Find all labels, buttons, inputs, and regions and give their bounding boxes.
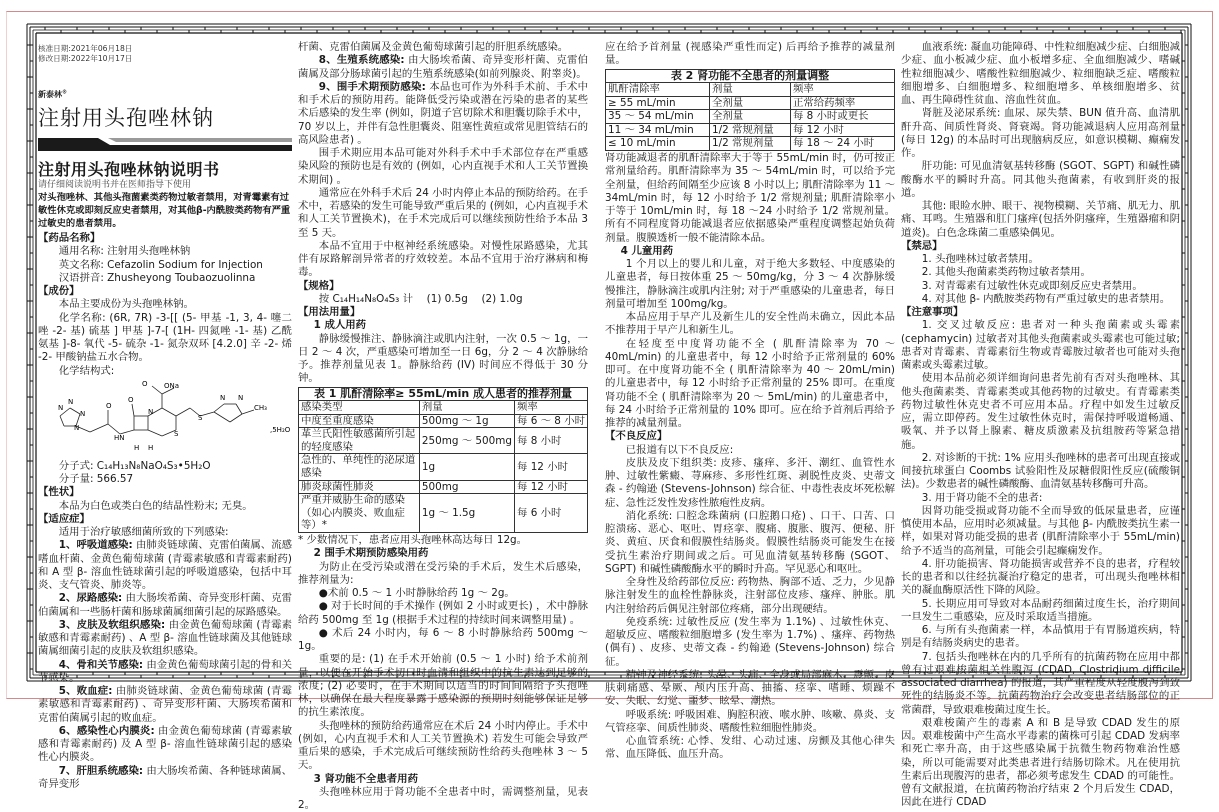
table1-row — [299, 454, 588, 480]
contraindication-warning: 对头孢唑林、其他头孢菌素类药物过敏者禁用，对青霉素有过敏性休克或即刻反应史者禁用，对其他β-内酰胺类药物有严重过敏史的患者禁用。 — [38, 192, 291, 229]
paragraph: 围手术期应用本品可能对外科手术中手术部位存在严重感染风险的预防也是有效的 (例如，心内直视手术和人工关节置换术期间) 。 — [298, 147, 588, 186]
indication-text: 由大肠埃希菌、奇异变形杆菌、克雷伯菌属和一些肠杆菌和肠球菌属细菌引起的尿路感染。 — [38, 592, 292, 618]
paragraph: 分子量: 566.57 — [58, 473, 134, 485]
atom-label: H — [148, 443, 154, 452]
table1-row — [299, 428, 588, 454]
paragraph: 血液系统: 凝血功能障碍、中性粒细胞减少症、白细胞减少症、血小板减少症、血小板增多症、全血细胞减少、嗜碱性粒细胞减少、嗜酸性粒细胞减少、粒细胞缺乏症、嗜酸粒细胞增多、白细胞增多、粒细胞增多、单核细胞增多、贫血、再生障碍性贫血、溶血性贫血。 — [901, 41, 1180, 106]
bond-line — [176, 408, 190, 416]
subsection-heading: 4 儿童用药 — [620, 244, 674, 257]
paragraph: 适用于治疗敏感细菌所致的下列感染: — [58, 526, 229, 538]
table2-row — [606, 123, 895, 137]
table2-cell: 每 18 ～ 24 小时 — [790, 137, 894, 151]
paragraph: 免疫系统: 过敏性反应 (发生率为 1.1%) 、过敏性休克、超敏反应、嗜酸粒细胞增多 (发生率为 1.7%) 、瘙痒、药物热 (偶有) 、皮疹、史蒂文森 - 约翰逊 (Stevens-Johnson) 综合征。 — [605, 615, 895, 668]
section-heading: 【适应症】 — [38, 512, 90, 525]
paragraph: 6. 与所有头孢菌素一样，本品慎用于有胃肠道疾病，特别是有结肠炎病史的患者。 — [901, 624, 1180, 650]
table2-cell: 1/2 常规剂量 — [710, 137, 791, 151]
paragraph: 汉语拼音: Zhusheyong Toubaozuolinna — [58, 271, 256, 284]
table2-row — [606, 96, 895, 110]
paragraph: 艰难梭菌产生的毒素 A 和 B 是导致 CDAD 发生的原因。艰难梭菌中产生高水平毒素的菌株可引起 CDAD 发病率和死亡率升高，由于这些感染属于抗微生物药物难治性感染，所以可能需要对此类患者进行结肠切除术。凡在使用抗生素后出现腹泻的患者，都必须考虑发生 CDAD 的可能性。曾有文献报道，在抗菌药物治疗结束 2 个月后发生 CDAD，因此在进行 CDAD — [901, 716, 1180, 809]
bond-line — [162, 408, 176, 416]
indication-paragraph — [38, 659, 292, 686]
paragraph: 英文名称: Cefazolin Sodium for Injection — [58, 258, 263, 271]
paragraph: 已报道有以下不良反应: — [625, 443, 734, 456]
table1-title: 表 1 肌酐清除率≥ 55mL/min 成人患者的推荐剂量 — [298, 387, 588, 401]
bond-line — [242, 410, 254, 414]
atom-label: O — [142, 379, 148, 388]
indication-text: 本品也可作为外科手术前、手术中和手术后的预防用药。能降低受污染或潜在污染的患者的某些术后感染的发生率 (例如，阴道子宫切除术和胆囊切除手术中，70 岁以上，并伴有急性胆囊炎、阻塞性黄疸或常见胆管结石的高风险患者) 。 — [298, 80, 588, 146]
paragraph: 头孢唑林应用于肾功能不全患者中时，需调整剂量，见表 2。 — [298, 785, 588, 812]
indication-paragraph — [38, 592, 292, 619]
table2-row — [606, 137, 895, 151]
table1-cell: 500mg — [419, 480, 514, 494]
atom-label: N — [148, 407, 154, 416]
indication-paragraph — [38, 685, 292, 725]
table1-header-row — [299, 401, 588, 415]
table2-cell: 1/2 常规剂量 — [710, 123, 791, 137]
paragraph: 按 C₁₄H₁₄N₈O₄S₃ 计 (1) 0.5g (2) 1.0g — [318, 292, 523, 305]
table1-header-cell: 频率 — [515, 401, 588, 415]
indication-text: 由肺炎链球菌、金黄色葡萄球菌 (青霉素敏感和青霉素耐药) 、奇异变形杆菌、大肠埃希菌和克雷伯菌属引起的败血症。 — [38, 685, 292, 724]
section-heading: 【不良反应】 — [605, 430, 668, 443]
table1-cell: 严重并威胁生命的感染（如心内膜炎、败血症等）* — [299, 494, 420, 533]
indication-text: 由金黄色葡萄球菌引起的骨和关节感染。 — [38, 658, 292, 684]
table1-cell: 每 12 小时 — [515, 480, 588, 494]
bond-line — [108, 424, 120, 434]
paragraph: 头孢唑林的预防给药通常应在术后 24 小时内停止。手术中 (例如，心内直视手术和人工关节置换术) 若发生可能会导致严重后果的感染，手术完成后可继续预防性给药头孢唑林 3 ～ 5 天。 — [298, 719, 588, 772]
atom-label: HN — [114, 433, 125, 442]
table2-header-cell: 剂量 — [710, 83, 791, 97]
subsection-heading: 3 肾功能不全患者用药 — [313, 772, 418, 785]
table1-cell: 中度至重度感染 — [299, 414, 420, 428]
paragraph: 本品应用于早产儿及新生儿的安全性尚未确立，因此本品不推荐用于早产儿和新生儿。 — [605, 311, 895, 337]
indication-text: 由金黄色葡萄球菌 (青霉素敏感和青霉素耐药) 及 A 型 β- 溶血性链球菌引起的感染性心内膜炎。 — [38, 724, 292, 764]
table1-cell: 革兰氏阳性敏感菌所引起的轻度感染 — [299, 428, 420, 454]
section-heading: 【成份】 — [38, 285, 80, 297]
column-2 — [298, 41, 588, 812]
table2-cell: 正常给药频率 — [790, 96, 894, 110]
table2-cell: 35 ～ 54 mL/min — [606, 110, 710, 124]
paragraph: 精神及神经系统: 头晕、头痛、全身或局部麻木、震颤、皮肤刺痛感、晕厥、颅内压升高、抽搐、痉挛、嗜睡、烦躁不安、失眠、幻觉、噩梦、眩晕、潮热。 — [605, 668, 895, 708]
indication-heading: 6、感染性心内膜炎: — [58, 724, 155, 737]
table1-cell: 1g ～ 1.5g — [419, 494, 514, 533]
table2-cell: 每 12 小时 — [790, 123, 894, 137]
indication-heading: 9、围手术期预防感染: — [318, 80, 426, 93]
indication-paragraph — [298, 81, 588, 147]
table2-cell: 11 ～ 34 mL/min — [606, 123, 710, 137]
indication-heading: 2、尿路感染: — [58, 592, 123, 605]
atom-label: N — [58, 403, 64, 412]
table1-cell: 每 6 ～ 8 小时 — [515, 414, 588, 428]
table2-header-cell: 肌酐清除率 — [606, 83, 710, 97]
table1-cell: 肺炎球菌性肺炎 — [299, 480, 420, 494]
paragraph: 4. 对其他 β- 内酰胺类药物有严重过敏史的患者禁用。 — [921, 292, 1171, 305]
registered-mark: ® — [62, 89, 67, 96]
atom-label: S — [174, 429, 179, 438]
paragraph: 本品不宜用于中枢神经系统感染。对慢性尿路感染，尤其伴有尿路解剖异常者的疗效较差。本品不宜用于治疗淋病和梅毒。 — [298, 239, 588, 279]
section-heading: 【用法用量】 — [298, 306, 361, 318]
indication-paragraph — [38, 765, 292, 792]
table1-cell: 250mg ～ 500mg — [419, 428, 514, 454]
section-heading: 【注意事项】 — [901, 306, 964, 318]
indication-paragraph — [298, 54, 588, 81]
column-1 — [38, 232, 292, 791]
paragraph: ● 对于长时间的手术操作 (例如 2 小时或更长) ，术中静脉给药 500mg 至 1g (根据手术过程的持续时间来调整用量) 。 — [298, 600, 588, 626]
section-heading: 【性状】 — [38, 486, 80, 499]
column-4 — [901, 41, 1180, 810]
bond-line — [132, 404, 134, 416]
paragraph: 皮肤及皮下组织类: 皮疹、瘙痒、多汗、潮红、血管性水肿、过敏性紫癜、荨麻疹、多形性红斑、剥脱性皮炎、史蒂文森 - 约翰逊 (Stevens-Johnson) 综合征、中毒性表皮坏死松解症、急性泛发性发疹性脓疱性皮病。 — [605, 456, 895, 509]
paragraph: 1. 交叉过敏反应: 患者对一种头孢菌素或头霉素 (cephamycin) 过敏者对其他头孢菌素或头霉素也可能过敏; 患者对青霉素、青霉素衍生物或青霉胺过敏者也可能对头孢菌素或头霉素过敏。 — [901, 319, 1180, 371]
indication-paragraph — [38, 539, 292, 592]
revision-date: 修改日期:2022年10月17日 — [38, 54, 133, 63]
atom-label: N — [80, 409, 86, 418]
table1-header-cell: 剂量 — [419, 401, 514, 415]
bond-line — [214, 404, 224, 412]
paragraph: 2. 对诊断的干扰: 1% 应用头孢唑林的患者可出现直接或间接抗球蛋白 Coombs 试验阳性及尿糖假阳性反应(硫酸铜法)。少数患者的碱性磷酸酶、血清氨基转移酶可升高。 — [901, 451, 1180, 491]
indication-text: 由大肠埃希菌、各种链球菌属、奇异变形 — [38, 764, 292, 790]
paragraph: 通用名称: 注射用头孢唑林钠 — [58, 245, 191, 258]
subsection-heading: 1 成人用药 — [313, 319, 367, 332]
indication-heading: 4、骨和关节感染: — [58, 658, 144, 671]
section-heading: 【禁忌】 — [901, 239, 943, 252]
atom-label: CH₃ — [254, 403, 267, 412]
paragraph: 呼吸系统: 呼吸困难、胸腔积液、喉水肿、咳嗽、鼻炎、支气管痉挛、间质性肺炎、嗜酸性粒细胞性肺炎。 — [605, 708, 895, 734]
table1-cell: 每 12 小时 — [515, 454, 588, 480]
paragraph: * 少数情况下，患者应用头孢唑林高达每日 12g。 — [298, 534, 528, 547]
atom-label: N — [68, 397, 74, 406]
paragraph: 本品为白色或类白色的结晶性粉末; 无臭。 — [58, 499, 253, 512]
paragraph: 肾功能减退者的肌酐清除率大于等于 55mL/min 时，仍可按正常剂量给药。肌酐清除率为 35 ～ 54mL/min 时，可以给予完全剂量，但给药间隔至少应该 8 小时以上; 肌酐清除率为 11 ～ 34mL/min 时，每 12 小时给予 1/2 常规剂量; 肌酐清除率小于等于 10mL/min 时，每 18 ～24 小时给予 1/2 常规剂量。所有不同程度肾功能减退者应依据感染严重程度调整起始负荷剂量。腹膜透析一般不能清除本品。 — [605, 152, 895, 244]
paragraph: 7. 包括头孢唑林在内的几乎所有的抗菌药物在应用中都曾有过艰难梭菌相关性腹泻 (CDAD, Clostridium difficile associated diarrhea) 的报道，其严重程度从轻度腹泻到致死性的结肠炎不等。抗菌药物治疗会改变患者结肠部位的正常菌群，导致艰难梭菌过度生长。 — [901, 650, 1180, 716]
indication-heading: 8、生殖系统感染: — [318, 54, 405, 67]
paragraph: 静脉缓慢推注、静脉滴注或肌内注射，一次 0.5 ～ 1g，一日 2 ～ 4 次，严重感染可增加至一日 6g，分 2 ～ 4 次静脉给予。推荐剂量见表 1。静脉给药 (IV) 时间应不得低于 30 分钟。 — [298, 332, 588, 385]
table2-cell: ≥ 55 mL/min — [606, 96, 710, 110]
header-block — [38, 44, 292, 230]
indication-heading: 5、败血症: — [58, 685, 113, 697]
atom-label: N — [238, 393, 244, 402]
table2-header-cell: 频率 — [790, 83, 894, 97]
paragraph: 1 个月以上的婴儿和儿童，对于绝大多数轻、中度感染的儿童患者，每日按体重 25 ～ 50mg/kg，分 3 ～ 4 次静脉缓慢推注，静脉滴注或肌内注射; 对于严重感染的儿童患者，每日剂量可增加至 100mg/kg。 — [605, 258, 895, 310]
paragraph: 消化系统: 口腔念珠菌病 (口腔鹅口疮) 、口干、口苦、口腔溃疡、恶心、呕吐、胃痉挛、腹痛、腹胀、腹泻、便秘、肝炎、黄疸、厌食和假膜性结肠炎。假膜性结肠炎可能发生在接受抗生素治疗期间或之后。可见血清氨基转移酶 (SGOT、SGPT) 和碱性磷酸酶水平的瞬时升高。罕见恶心和呕吐。 — [605, 509, 895, 575]
table2-row — [606, 110, 895, 124]
usage-instruction: 请仔细阅读说明书并在医师指导下使用 — [38, 180, 192, 190]
indication-paragraph — [38, 619, 292, 659]
paragraph: 化学结构式: — [58, 364, 115, 377]
table1-row — [299, 414, 588, 428]
table2-header-row — [606, 83, 895, 97]
indication-heading: 3、皮肤及软组织感染: — [58, 618, 166, 631]
table2-cell: 全剂量 — [710, 96, 791, 110]
paragraph: 4. 肝功能损害、肾功能损害或营养不良的患者，疗程较长的患者和以往经抗凝治疗稳定的患者，可出现头孢唑林相关的凝血酶原活性下降的风险。 — [901, 557, 1180, 597]
bond-line — [148, 430, 162, 436]
bond-line — [214, 412, 230, 422]
paragraph: 3. 对青霉素有过敏性休克或即刻反应史者禁用。 — [921, 279, 1143, 292]
table2-cell: 全剂量 — [710, 110, 791, 124]
indication-paragraph — [38, 725, 292, 765]
product-title: 注射用头孢唑林钠 — [38, 106, 214, 130]
atom-label: O — [128, 395, 134, 404]
indication-heading: 7、肝胆系统感染: — [58, 764, 144, 777]
section-heading: 【规格】 — [298, 279, 340, 292]
paragraph: ●术前 0.5 ～ 1 小时静脉给药 1g ～ 2g。 — [318, 587, 515, 600]
paragraph: 心血管系统: 心悸、发绀、心动过速、房颤及其他心律失常、血压降低、血压升高。 — [605, 735, 895, 761]
table1-row — [299, 494, 588, 533]
paragraph: 2. 其他头孢菌素类药物过敏者禁用。 — [921, 266, 1091, 279]
paragraph: 杆菌、克雷伯菌属及金黄色葡萄球菌引起的肝胆系统感染。 — [298, 41, 569, 53]
column-3 — [605, 41, 895, 762]
table1-header-cell: 感染类型 — [299, 401, 420, 415]
paragraph: 其他: 眼睑水肿、眼干、视物模糊、关节痛、肌无力、肌痛、耳鸣。生殖器和肛门瘙痒(包括外阴瘙痒，生殖器瘤和阴道炎)。白色念珠菌二重感染偶见。 — [901, 200, 1180, 239]
brand-logo — [38, 89, 292, 100]
paragraph: 通常应在外科手术后 24 小时内停止本品的预防给药。在手术中，若感染的发生可能导致严重后果的 (例如，心内直视手术和人工关节置换术)，在手术完成后可以继续预防性给予本品 3 至 5 天。 — [298, 186, 588, 239]
paragraph: 在轻度至中度肾功能不全 ( 肌酐清除率为 70 ～ 40mL/min) 的儿童患者中，每 12 小时给予正常剂量的 60% 即可。在中度肾功能不全 ( 肌酐清除率为 40 ～ 20mL/min) 的儿童患者中，每 12 小时给予正常剂量的 25% 即可。在重度肾功能不全 ( 肌酐清除率为 20 ～ 5mL/min) 的儿童患者中，每 24 小时给予正常剂量的 10% 即可。应在给予首剂后再给予推荐的减量剂量。 — [605, 337, 895, 430]
paragraph: 应在给予首剂量 (视感染严重性而定) 后再给予推荐的减量剂量。 — [605, 41, 895, 67]
paragraph: 1. 头孢唑林过敏者禁用。 — [921, 253, 1039, 265]
table2-table — [605, 69, 895, 152]
subsection-heading: 2 围手术期预防感染用药 — [313, 547, 429, 560]
bond-line — [60, 416, 64, 426]
table2-cell: ≤ 10 mL/min — [606, 137, 710, 151]
paragraph: 为防止在受污染或潜在受污染的手术后，发生术后感染，推荐剂量为: — [298, 560, 588, 586]
bond-line — [236, 404, 242, 414]
bond-line — [230, 414, 242, 422]
paragraph: 重要的是: (1) 在手术开始前 (0.5 ～ 1 小时) 给予术前剂量，以便在开始手术切口时血清和组织中的抗生素达到足够的浓度; (2) 必要时，在手术期间以适当的时间间隔给予头孢唑林，以确保在最大程度暴露于感染源的预期时刻能够保证足够的抗生素浓度。 — [298, 653, 588, 719]
bond-line — [70, 408, 80, 414]
table1-cell: 每 8 小时 — [515, 428, 588, 454]
table1-table — [298, 387, 588, 534]
indication-heading: 1、呼吸道感染: — [58, 539, 133, 552]
brand-name: 新泰林 — [38, 90, 62, 99]
atom-label: ,5H₂O — [270, 425, 291, 434]
indication-text: 由肺炎链球菌、克雷伯菌属、流感嗜血杆菌、金黄色葡萄球菌 (青霉素敏感和青霉素耐药) 和 A 型 β- 溶血性链球菌引起的呼吸道感染，包括中耳炎、支气管炎、肺炎等。 — [38, 539, 292, 591]
paragraph: ● 术后 24 小时内，每 6 ～ 8 小时静脉给药 500mg ～ 1g。 — [298, 626, 588, 653]
chemical-structure-diagram — [48, 379, 291, 458]
paragraph: 全身性及给药部位反应: 药物热、胸部不适、乏力，少见静脉注射发生的血栓性静脉炎，注射部位皮疹、瘙痒、肿胀。肌内注射给药后偶见注射部位疼痛，部分出现硬结。 — [605, 576, 895, 615]
paragraph: 3. 用于肾功能不全的患者: — [921, 491, 1043, 504]
paragraph: 分子式: C₁₄H₁₃N₈NaO₄S₃•5H₂O — [58, 459, 211, 472]
paragraph: 因肾功能受损或肾功能不全而导致的低尿量患者，应谨慎使用本品，应用时必须减量。与其他 β- 内酰胺类抗生素一样，如果对肾功能受损的患者 (肌酐清除率小于 55mL/min) 给予不适当的高剂量，可能会引起癫痫发作。 — [901, 504, 1180, 557]
section-heading: 【药品名称】 — [38, 232, 101, 244]
bond-line — [152, 386, 162, 394]
paragraph: 本品主要成份为头孢唑林钠。 — [58, 298, 194, 311]
document-title: 注射用头孢唑林钠说明书 — [38, 160, 220, 179]
table2-title: 表 2 肾功能不全患者的剂量调整 — [605, 69, 895, 83]
table1-cell: 1g — [419, 454, 514, 480]
table1-row — [299, 480, 588, 494]
atom-label: S — [198, 413, 203, 422]
table2-cell: 每 8 小时或更长 — [790, 110, 894, 124]
atom-label: O — [106, 401, 112, 410]
atom-label: ONa — [164, 381, 180, 390]
atom-label: H — [134, 443, 140, 452]
table1-cell: 500mg ～ 1g — [419, 414, 514, 428]
bond-line — [90, 424, 108, 432]
title-stripe — [38, 135, 292, 151]
atom-label: N — [74, 423, 80, 432]
indication-text: 由大肠埃希菌、奇异变形杆菌、克雷伯菌属及部分肠球菌引起的生殖系统感染(如前列腺炎、附睾炎)。 — [298, 54, 588, 80]
paragraph: 肝功能: 可见血清氨基转移酶 (SGOT、SGPT) 和碱性磷酸酶水平的瞬时升高。同其他头孢菌素，有收到肝炎的报道。 — [901, 160, 1180, 199]
approval-date: 核准日期:2021年06月18日 — [38, 44, 133, 53]
paragraph: 化学名称: (6R, 7R) -3-[[ (5- 甲基 -1, 3, 4- 噻二唑 -2- 基) 硫基 ] 甲基 ]-7-[ (1H- 四氮唑 -1- 基) 乙酰氨基 ]-8- 氧代 -5- 硫杂 -1- 氮杂双环 [4.2.0] 辛 -2- 烯 -2- 甲酸钠盐五水合物。 — [38, 311, 292, 364]
table1-cell: 每 6 小时 — [515, 494, 588, 533]
paragraph: 5. 长期应用可导致对本品耐药细菌过度生长，治疗期间一旦发生二重感染，应及时采取适当措施。 — [901, 597, 1180, 623]
paragraph: 使用本品前必须详细询问患者先前有否对头孢唑林、其他头孢菌素类、青霉素类或其他药物的过敏史。有青霉素类药物过敏性休克史者不可应用本品。疗程中如发生过敏反应，需立即停药。发生过敏性休克时，需保持呼吸道畅通、吸氧、并予以肾上腺素、糖皮质激素及抗组胺药等紧急措施。 — [901, 372, 1180, 451]
paragraph: 肾脏及泌尿系统: 血尿、尿失禁、BUN 值升高、血清肌酐升高、间质性肾炎、肾衰竭。肾功能减退病人应用高剂量 (每日 12g) 的本品时可出现脑病反应，如意识模糊、癫痫发作。 — [901, 107, 1180, 159]
indication-text: 由金黄色葡萄球菌 (青霉素敏感和青霉素耐药) 、A 型 β- 溶血性链球菌及其他链球菌属细菌引起的皮肤及软组织感染。 — [38, 618, 292, 658]
table1-cell: 急性的、单纯性的泌尿道感染 — [299, 454, 420, 480]
atom-label: N — [220, 393, 226, 402]
